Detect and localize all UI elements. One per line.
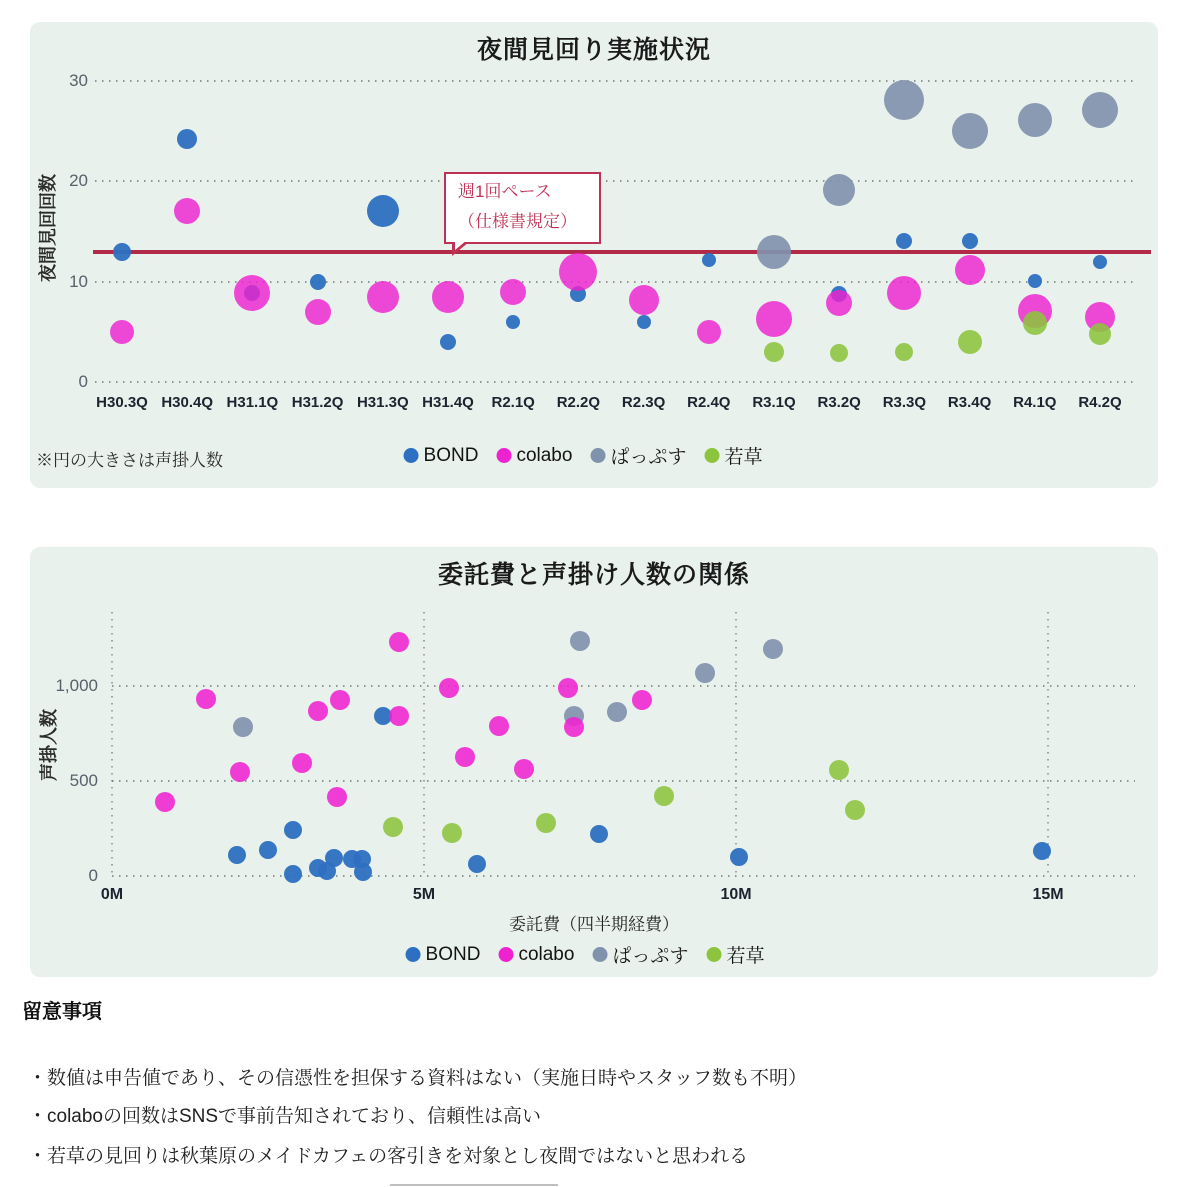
note-item: ・数値は申告値であり、その信憑性を担保する資料はない（実施日時やスタッフ数も不明） [28,1068,808,1089]
chart-title: 夜間見回り実施状況 [476,36,711,64]
y-tick-label: 20 [69,171,88,191]
x-tick-label: H30.4Q [161,394,214,411]
bubble-colabo [305,299,331,325]
point-bond [730,848,748,866]
x-tick-label: R3.1Q [752,394,796,411]
bubble-wakakusa [958,330,982,354]
bubble-pappusu [1082,92,1118,128]
x-tick-label: 10M [720,886,752,903]
point-bond [590,825,608,843]
y-axis-title: 声掛人数 [39,709,59,781]
x-tick-label: H31.1Q [226,394,279,411]
point-pappusu [607,702,627,722]
x-tick-label: H31.4Q [422,394,474,411]
bubble-bond [637,315,651,329]
point-bond [259,841,277,859]
bubble-bond [440,334,456,350]
top-chart-legend [404,442,763,469]
x-tick-label: R2.4Q [687,394,731,411]
legend-color-dot [498,947,513,962]
gridline-h [95,180,1135,182]
annotation-tail-fill [455,240,467,250]
reference-line-annotation [444,172,601,244]
legend-label: colabo [516,444,573,466]
x-tick-label: R3.3Q [882,394,927,411]
x-tick-label: 15M [1032,886,1064,903]
legend-label: ぱっぷす [610,447,687,468]
y-tick-label: 1,000 [55,676,98,695]
bubble-pappusu [1018,103,1052,137]
legend-color-dot [704,448,719,463]
x-tick-label: R2.1Q [491,394,535,411]
bubble-colabo [174,198,200,224]
legend-item-wakakusa [704,442,762,469]
gridline-h [95,80,1135,82]
bubble-pappusu [884,80,924,120]
bubble-colabo [432,281,464,313]
point-colabo [489,716,509,736]
gridline-h [112,780,1135,782]
bubble-colabo [887,276,921,310]
x-tick-label: 0M [100,886,124,903]
point-pappusu [763,639,783,659]
bubble-colabo [697,320,721,344]
chart-title: 委託費と声掛け人数の関係 [437,561,750,589]
legend-item-pappusu [590,442,686,469]
legend-color-dot [406,947,421,962]
gridline-v [423,612,425,877]
bubble-wakakusa [1089,323,1111,345]
point-colabo [196,689,216,709]
point-colabo [292,753,312,773]
point-wakakusa [845,800,865,820]
point-colabo [514,759,534,779]
bubble-bond [310,274,326,290]
x-tick-label: R3.4Q [947,394,992,411]
point-wakakusa [442,823,462,843]
x-tick-label: R2.3Q [621,394,666,411]
point-bond [284,821,302,839]
bubble-colabo [629,285,659,315]
point-pappusu [695,663,715,683]
gridline-h [95,381,1135,383]
x-tick-label: H31.3Q [356,394,409,411]
point-bond [1033,842,1051,860]
gridline-h [112,875,1135,877]
y-tick-label: 30 [69,71,88,90]
bubble-colabo [367,281,399,313]
legend-label: 若草 [726,946,765,967]
legend-color-dot [706,947,721,962]
legend-label: BOND [423,444,479,466]
bubble-bond [367,195,399,227]
bubble-pappusu [757,235,791,269]
y-tick-label: 0 [78,372,88,391]
legend-label: ぱっぷす [612,946,689,967]
legend-color-dot [592,947,607,962]
y-tick-label: 500 [69,771,98,790]
legend-item-bond [404,445,479,467]
bubble-size-footnote: ※円の大きさは声掛人数 [36,451,223,470]
y-tick-label: 0 [88,866,98,885]
bubble-pappusu [823,174,855,206]
night-patrol-chart-panel [30,22,1158,488]
legend-item-wakakusa [706,941,764,968]
bubble-colabo [559,253,597,291]
bubble-bond [896,233,912,249]
bubble-colabo [234,275,270,311]
bubble-bond [1028,274,1042,288]
point-pappusu [233,717,253,737]
legend-item-bond [406,944,481,966]
point-colabo [632,690,652,710]
bottom-chart-legend [406,941,765,968]
point-bond [354,863,372,881]
x-tick-label: R3.2Q [817,394,861,411]
point-colabo [455,747,475,767]
legend-item-pappusu [592,941,688,968]
x-tick-label: R4.2Q [1078,394,1122,411]
point-wakakusa [383,817,403,837]
cost-vs-people-chart-panel [30,547,1158,977]
annotation-line-1: 週1回ペース [458,182,552,201]
point-colabo [564,717,584,737]
point-colabo [389,706,409,726]
x-tick-label: 5M [412,886,436,903]
bubble-wakakusa [1023,311,1047,335]
reference-line [93,250,1151,254]
bubble-wakakusa [895,343,913,361]
bubble-bond [177,129,197,149]
x-tick-label: H30.3Q [96,394,148,411]
bubble-colabo [826,290,852,316]
point-bond [325,849,343,867]
point-bond [228,846,246,864]
point-colabo [327,787,347,807]
bubble-bond [702,253,716,267]
gridline-h [112,685,1135,687]
x-tick-label: R4.1Q [1013,394,1057,411]
bubble-bond [962,233,978,249]
bubble-colabo [110,320,134,344]
note-item: ・colaboの回数はSNSで事前告知されており、信頼性は高い [28,1106,542,1127]
annotation-line-2: （仕様書規定） [458,211,577,231]
point-wakakusa [654,786,674,806]
partial-element-bottom-edge [390,1184,558,1186]
legend-color-dot [590,448,605,463]
point-colabo [389,632,409,652]
bubble-colabo [500,279,526,305]
notes-heading: 留意事項 [22,1001,102,1023]
point-colabo [155,792,175,812]
legend-item-colabo [496,445,572,467]
bubble-wakakusa [764,342,784,362]
point-colabo [330,690,350,710]
point-wakakusa [829,760,849,780]
point-colabo [308,701,328,721]
bubble-bond [506,315,520,329]
legend-label: colabo [518,943,575,965]
x-axis-title: 委託費（四半期経費） [509,915,679,934]
bubble-colabo [955,255,985,285]
legend-color-dot [404,448,419,463]
gridline-v [1047,612,1049,877]
top-plot [30,22,1158,488]
y-tick-label: 10 [69,271,88,291]
gridline-v [735,612,737,877]
point-colabo [230,762,250,782]
x-tick-label: H31.2Q [291,394,344,411]
bubble-pappusu [952,113,988,149]
point-colabo [558,678,578,698]
note-item: ・若草の見回りは秋葉原のメイドカフェの客引きを対象とし夜間ではないと思われる [28,1146,749,1167]
point-bond [468,855,486,873]
point-wakakusa [536,813,556,833]
bubble-bond [1093,255,1107,269]
legend-item-colabo [498,944,574,966]
bubble-colabo [756,301,792,337]
y-axis-title: 夜間見回回数 [38,174,58,282]
x-tick-label: R2.2Q [556,394,601,411]
bubble-bond [113,243,131,261]
bubble-wakakusa [830,344,848,362]
point-pappusu [570,631,590,651]
legend-label: 若草 [724,447,763,468]
gridline-v [111,612,113,877]
point-colabo [439,678,459,698]
point-bond [284,865,302,883]
legend-color-dot [496,448,511,463]
legend-label: BOND [425,943,481,965]
